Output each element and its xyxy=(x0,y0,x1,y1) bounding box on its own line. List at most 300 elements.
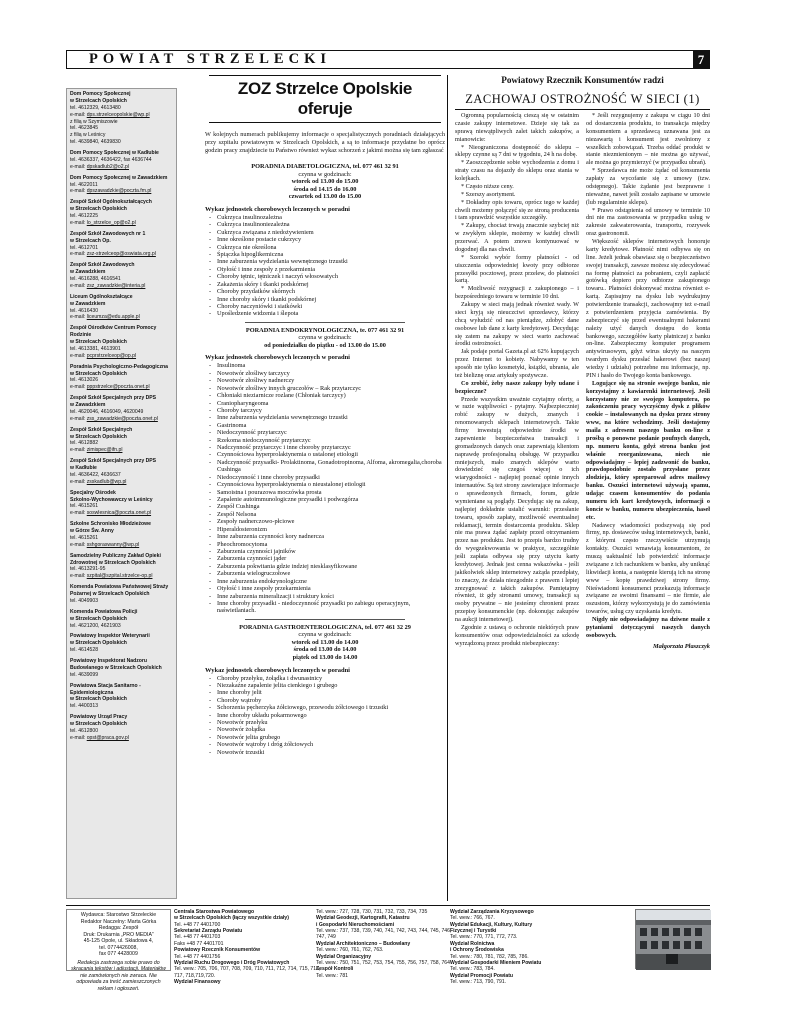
disease-item xyxy=(205,429,445,436)
list-dash: - xyxy=(209,444,212,452)
disease-item xyxy=(205,526,445,533)
department-name-text: Wydział Architektoniczno – Budowlany xyxy=(316,940,411,947)
institution-name: w Strzelcach Opolskich xyxy=(70,370,127,377)
article-paragraph: Zakupy w sieci mają jednak również wady. W sieci kryją się nieuczciwi sprzedawcy, którzy chcą wyłudzić od nas pieniądze, zdobyć dane osobowe lub dane z karty kredytowej. Decydując się zatem na zakupy w sieci warto zachować środki ostrożności. xyxy=(455,301,579,348)
institution-contact: tel. 4616288, 4616541 xyxy=(70,276,121,282)
disease-name: Choroby wątroby xyxy=(217,696,262,704)
institutions-sidebar xyxy=(66,88,177,899)
disease-name: Zakażenia skóry i tkanki podskórnej xyxy=(217,280,309,288)
sidebar-entry xyxy=(70,458,173,486)
imprint-line: Redagga: Zespół xyxy=(98,925,139,931)
list-dash: - xyxy=(209,599,212,607)
institution-name: Dom Pomocy Społecznej w Kadłubie xyxy=(70,150,159,156)
institution-name: Powiatowa Stacja Sanitarno - xyxy=(70,682,141,689)
institution-name: Szkolne Schronisko Młodzieżowe xyxy=(70,521,151,528)
article-paragraph: Przede wszystkim uważnie czytajmy oferty, a w razie wątpliwości - pytajmy. Najbezpieczniej robić zakupy w dużych, znanych i renomowanych sklepach internetowych. Takie firmy inwestują odpowiednie środki w zapewnienie bezpieczeństwa transakcji i gromadzonych danych oraz zapewniają klientom naprawdę profesjonalną obsługę. W przypadku mniejszych, mało znanych sklepów warto dowiedzieć się czegoś więcej o ich wiarygodności - najlepiej poznać opinie innych internautów. Są też strony zawierające informacje o sprawdzonych firmach, forum, gdzie wymieniane są poglądy. Decydując się na zakup, najlepiej dokładnie ustalić warunki: przesłanie towaru, sposób zapłaty, możliwość ewentualnej reklamacji, termin dostarczenia produktu. Sklep nie ma prawa żądać zapłaty przed otrzymaniem przez nas produktu. Jest to przepis bardzo trudny do wyegzekwowania w praktyce, szczególnie jeśli zapłata odbywa się przy użyciu karty kredytowej. Jednak jest cenna wskazówka - jeśli jakikolwiek sklep internetowy zażąda przedpłaty, to znaczy, że działa niezgodnie z prawem i lepiej zrezygnować z takich zakupów. Pamiętajmy również, iż gdy stronami umowy, transakcji są osoby prywatne – nie jesteśmy chronieni przez przepisy konsumenckie (np. dokonując zakupów na aukcji internetowej). xyxy=(455,395,579,623)
article-paragraph: * Dokładny opis towaru, oprócz tego w każdej chwili możemy połączyć się ze stroną producenta i tam sprawdzić wszystkie szczegóły. xyxy=(455,198,579,222)
section-divider xyxy=(245,619,405,620)
disease-name: Inne choroby jelit xyxy=(217,689,262,697)
disease-name: Nowotwór jelita grubego xyxy=(217,733,281,741)
disease-item xyxy=(205,281,445,288)
institution-name: w Strzelcach Opolskich xyxy=(70,721,127,727)
list-dash: - xyxy=(209,369,212,377)
disease-name: Zespoły nadnerczowo-płciowe xyxy=(217,518,295,526)
institution-name: w Zawadzkiem xyxy=(70,269,106,276)
disease-name: Otyłość i inne zespoły przekarmienia xyxy=(217,585,311,593)
institution-contact: e-mail: liceumza@edu.apple.pl xyxy=(70,314,140,321)
disease-item xyxy=(205,266,445,273)
list-dash: - xyxy=(209,496,212,504)
article-paragraph: Zgodnie z ustawą o ochronie niektórych praw konsumentów oraz odpowiedzialności za szkodę wyrządzoną przez produkt niebezpieczny: xyxy=(455,623,579,647)
disease-item xyxy=(205,229,445,236)
institution-contact: tel. 4616430 xyxy=(70,307,99,314)
institution-contact: tel. 4639099 xyxy=(70,671,99,678)
article-paragraph: * Sprzedawca nie może żądać od konsumenta zapłaty za wycofanie się z umowy (tzw. odstępnego). Takie żądanie jest bezprawne i nieważne, nawet jeśli zostało zapisane w umowie (lub regulaminie sklepu). xyxy=(586,167,710,206)
institution-contact: e-mail: zsz-strzelceop@oswiata.org.pl xyxy=(70,251,156,258)
department-name-text: Wydział Finansowy xyxy=(174,978,221,985)
clinic-hours-line: czynna w godzinach: xyxy=(298,334,352,342)
list-dash: - xyxy=(209,555,212,563)
institution-name: Szkolno-Wychowawczy w Leśnicy xyxy=(70,496,153,503)
disease-item xyxy=(205,600,445,615)
disease-name: Cukrzyca insulinozależna xyxy=(217,213,282,221)
list-dash: - xyxy=(209,414,212,422)
institution-contact: tel. 4636337, 4636422, fax 4636744 xyxy=(70,156,152,163)
list-dash: - xyxy=(209,577,212,585)
disease-item xyxy=(205,570,445,577)
department-phone: Tel. +48 77 4401700 xyxy=(174,921,221,928)
disease-item xyxy=(205,719,445,726)
disease-name: Inne zaburzenia wydzielania wewnętrznego trzustki xyxy=(217,258,348,266)
institution-name: Poradnia Psychologiczno-Pedagogiczna xyxy=(70,363,168,370)
list-dash: - xyxy=(209,451,212,459)
disease-item xyxy=(205,459,445,474)
disease-item xyxy=(205,741,445,748)
article-paragraph: * Możliwość rezygnacji z zakupionego – i bezpośredniego towaru w terminie 10 dni. xyxy=(455,285,579,301)
list-dash: - xyxy=(209,488,212,496)
email-address: szpital@szpital.strzelce-op.pl xyxy=(86,573,153,580)
clinic-hours-line: piątek od 13.00 do 14.00 xyxy=(292,653,358,661)
clinic-hours-line: od poniedziałku do piątku - od 13.00 do 15.00 xyxy=(264,341,386,349)
disease-name: Samoistna i pourazowa moczówka prosta xyxy=(217,488,322,496)
institution-name: Zdrowotnej w Strzelcach Opolskich xyxy=(70,559,156,566)
list-dash: - xyxy=(209,280,212,288)
consumer-article-column-b xyxy=(586,112,710,902)
building-photo xyxy=(635,909,710,969)
disease-name: Chłoniaki nieziarnicze rozlane (Chłoniak tarczycy) xyxy=(217,392,346,400)
disease-name: Inne choroby skóry i tkanki podskórnej xyxy=(217,295,317,303)
sidebar-entry xyxy=(70,294,173,322)
clinic-hours xyxy=(213,327,437,350)
article-paragraph: Co zrobić, żeby nasze zakupy były udane i bezpieczne? xyxy=(455,379,579,395)
disease-list-header: Wykaz jednostek chorobowych leczonych w poradni xyxy=(205,354,350,362)
list-dash: - xyxy=(209,236,212,244)
disease-name: Choroby naczyniówki i siatkówki xyxy=(217,302,303,310)
list-dash: - xyxy=(209,310,212,318)
list-dash: - xyxy=(209,681,212,689)
disease-item xyxy=(205,414,445,421)
disease-name: Niedoczynność i inne choroby przysadki xyxy=(217,473,320,481)
email-address: dpskadlub2@o2.pl xyxy=(86,163,129,170)
imprint-line: Druk: Drukarnia „PRO MEDIA” xyxy=(83,931,154,938)
disease-item xyxy=(205,585,445,592)
institution-contact: tel. 4622011 xyxy=(70,181,98,188)
disease-name: Nowotwór złośliwy innych gruczołów – Rak przytarczyc xyxy=(217,384,362,392)
department-name-text: i Ochrony Środowiska xyxy=(450,947,504,954)
list-dash: - xyxy=(209,510,212,518)
article-intro: W kolejnych numerach publikujemy informacje o specjalistycznych poradniach działających przy szpitalu powiatowym w Strzelcach Opolskich, a są to informacje przydatne bo oprócz godzin pracy znajdziecie tu Państwo również wykaz schorzeń z jakimi można się tam zgłaszać xyxy=(205,131,445,155)
list-dash: - xyxy=(209,473,212,481)
list-dash: - xyxy=(209,458,212,466)
article-signature: Małgorzata Płaszczyk xyxy=(653,642,710,650)
sidebar-entry xyxy=(70,609,173,630)
institution-contact: e-mail: zss_zawadzkie@poczta.onet.pl xyxy=(70,415,158,422)
disease-name: Nowotwór żołądka xyxy=(217,726,266,734)
article-paragraph: * Często niższe ceny. xyxy=(461,182,514,190)
disease-name: Choroby tętnic, tętniczek i naczyń włosowatych xyxy=(217,273,339,281)
list-dash: - xyxy=(209,221,212,229)
sidebar-entry xyxy=(70,199,173,227)
institution-contact: tel. 4612329, 4613480 xyxy=(70,104,121,111)
disease-item xyxy=(205,422,445,429)
clinic-hours xyxy=(213,624,437,662)
email-address: liceumza@edu.apple.pl xyxy=(86,314,140,321)
disease-item xyxy=(205,236,445,243)
department-name-text: Wydział Zarządzania Kryzysowego xyxy=(450,909,534,915)
disease-name: Hiperaldosteronizm xyxy=(217,525,268,533)
department-name-text: w Strzelcach Opolskich (łączy wszystkie działy) xyxy=(174,915,289,922)
article-paragraph: Logujące się na stronie swojego banku, nie korzystajmy z kawiarenki internetowej. Jeśli korzystamy nie ze swojego komputera, po zakończeniu pracy wyczyśćmy dysk z plików cookie – instalowanych na dysku przez strony www, na które wchodzimy. Jeśli dostajemy maila z adresem naszego banku on-line z prośbą o ponowne podanie poufnych danych, np. numeru konta, gdyż strona banku jest właśnie reorganizowana, niech nie odpowiadajmy – lepiej zadzwonić do banku, prawdopodobnie zostało przysłane przez złodzieja, który spreparował adres mailowy banku. Oszuści internetowi używają spamu, udając czasem konsumentów do podania numeru ich kart kredytowych, informacji o koncie w banku, numeru ubezpieczenia, haseł etc. xyxy=(586,379,710,521)
list-dash: - xyxy=(209,481,212,489)
sidebar-entry xyxy=(70,714,173,742)
institution-name: w Górze Św. Anny xyxy=(70,528,114,534)
list-dash: - xyxy=(209,265,212,273)
list-dash: - xyxy=(209,689,212,697)
list-dash: - xyxy=(209,250,212,258)
zoz-article xyxy=(205,75,445,903)
institution-name: Komenda Powiatowa Państwowej Straży xyxy=(70,584,169,591)
institution-contact: tel. 4400313 xyxy=(70,703,99,710)
department-name-text: Sekretariat Zarządu Powiatu xyxy=(174,928,243,935)
disease-item xyxy=(205,258,445,265)
institution-name: Powiatowy Inspektorat Nadzoru xyxy=(70,658,147,664)
list-dash: - xyxy=(209,711,212,719)
article-paragraph: * Szerszy asortyment. xyxy=(461,190,516,198)
list-dash: - xyxy=(209,295,212,303)
disease-item xyxy=(205,370,445,377)
page-header-title: POWIAT STRZELECKI xyxy=(89,51,331,67)
list-dash: - xyxy=(209,726,212,734)
institution-contact: z filią w Leśnicy xyxy=(70,132,106,139)
disease-name: Gastrinoma xyxy=(217,421,247,429)
article-paragraph: Nadawcy wiadomości podszywają się pod firmy, np. dostawców usług internetowych, banki, z którymi często rzeczywiście utrzymują kontakty. Oszuści wmawiają konsumentom, że muszą uaktualnić lub potwierdzić informacje związane z ich rachunkiem w banku, aby uniknąć likwidacji konta, a następnie kierują ich na stronę www – kopię prawdziwej strony firmy. Nieświadomi konsumenci przekazują informacje związane ze swoimi finansami – nie firmie, ale oszustom, którzy wykorzystują je do zamówienia towarów, usług czy uzyskania kredytu. xyxy=(586,521,710,616)
disease-item xyxy=(205,749,445,756)
disease-item xyxy=(205,704,445,711)
institution-name: w Strzelcach Opolskich xyxy=(70,339,127,345)
institution-contact: e-mail: zsz_zawadzkie@interia.pl xyxy=(70,282,146,289)
list-dash: - xyxy=(209,436,212,444)
list-dash: - xyxy=(209,384,212,392)
institution-name: Powiatowy Urząd Pracy xyxy=(70,714,128,721)
institution-contact: e-mail: dps.strzelceopolskie@wp.pl xyxy=(70,111,150,118)
institution-name: Zespół Szkół Zawodowych xyxy=(70,262,135,269)
disease-name: Zaburzenia wielogruczołowe xyxy=(217,570,291,578)
list-dash: - xyxy=(209,429,212,437)
disease-name: Inne zaburzenia wydzielania wewnętrznego trzustki xyxy=(217,414,348,422)
disease-item xyxy=(205,296,445,303)
disease-item xyxy=(205,400,445,407)
email-address: zsskadlub@wp.pl xyxy=(86,478,127,485)
department-name-text: i Gospodarki Nieruchomościami xyxy=(316,921,395,928)
institution-name: w Strzelcach Opolskich xyxy=(70,206,127,213)
disease-name: Schorzenia pęcherzyka żółciowego, przewodu żółciowego i trzustki xyxy=(217,704,389,712)
institution-contact: e-mail: opst@praca.gov.pl xyxy=(70,734,129,741)
disease-item xyxy=(205,533,445,540)
disease-item xyxy=(205,385,445,392)
consumer-article-kicker: Powiatowy Rzecznik Konsumentów radzi xyxy=(501,75,664,85)
institution-contact: tel. 4636422, 4636637 xyxy=(70,471,121,478)
disease-name: Choroby przydatków skórnych xyxy=(217,288,295,296)
institution-contact: tel. 4614528 xyxy=(70,647,99,654)
article-paragraph: * Zaoszczędzenie sobie wychodzenia z domu i straty czasu na dojazdy do sklepu oraz stania w kolejkach. xyxy=(455,159,579,182)
institution-name: Powiatowy Inspektor Weterynarii xyxy=(70,633,150,640)
sidebar-entry xyxy=(70,91,173,146)
disease-item xyxy=(205,310,445,317)
department-phone: Tel. wew.: 750, 751, 752, 753, 754, 755, 756, 757, 758, 764 xyxy=(316,959,450,966)
disease-item xyxy=(205,555,445,562)
imprint-box xyxy=(66,909,171,992)
directory-column xyxy=(450,909,565,985)
list-dash: - xyxy=(209,592,212,600)
disease-item xyxy=(205,675,445,682)
imprint-note: Redakcja zastrzega sobie prawo do skracania tekstów i adiustacji. Materiałów nie zamówionych nie zwraca. Nie odpowiada za treść zamieszczonych reklam i ogłoszeń. xyxy=(71,959,166,992)
email-address: pppstrzelce@poczta.onet.pl xyxy=(86,384,150,391)
list-dash: - xyxy=(209,674,212,682)
department-name-text: Wydział Gospodarki Mieniem Powiatu xyxy=(450,959,542,966)
disease-name: Rzekoma niedoczynność przytarczyc xyxy=(217,436,311,444)
disease-item xyxy=(205,511,445,518)
disease-name: Inne choroby przysadki - niedoczynność przysadki po zabiegu operacyjnym, naświetlaniach. xyxy=(217,599,411,615)
institution-contact: e-mail: soswlesnica@poczta.onet.pl xyxy=(70,510,152,517)
disease-name: Choroby tarczycy xyxy=(217,406,262,414)
article-paragraph: Nigdy nie odpowiadajmy na dziwne maile z pytaniami dotyczącymi naszych danych osobowych. xyxy=(586,616,710,639)
clinics-list xyxy=(205,163,445,756)
list-dash: - xyxy=(209,741,212,749)
list-dash: - xyxy=(209,392,212,400)
institution-contact: tel. 4612701 xyxy=(70,244,99,251)
imprint-line: tel. 0774426008, xyxy=(99,944,138,951)
disease-item xyxy=(205,697,445,704)
list-dash: - xyxy=(209,585,212,593)
list-dash: - xyxy=(209,228,212,236)
institution-name: w Strzelcach Opolskich xyxy=(70,433,127,440)
consumer-article-column-a xyxy=(455,112,579,902)
article-title: ZOZ Strzelce Opolskie oferuje xyxy=(209,75,441,123)
disease-name: Upośledzenie widzenia i ślepota xyxy=(217,310,299,318)
sidebar-entry xyxy=(70,584,173,605)
institution-name: w Strzelcach Opolskich xyxy=(70,640,127,647)
institution-contact: e-mail: dpszawadzkie@poczta.fm.pl xyxy=(70,188,152,195)
directory-column xyxy=(174,909,322,985)
disease-name: Śpiączka hipoglikemiczna xyxy=(217,250,284,258)
disease-item xyxy=(205,451,445,458)
disease-list-header: Wykaz jednostek chorobowych leczonych w poradni xyxy=(205,666,350,674)
email-address: sshgoraswanny@wp.pl xyxy=(86,541,140,548)
institution-name: w Kadłubie xyxy=(70,465,97,471)
institution-name: Liceum Ogólnokształcące xyxy=(70,293,133,300)
list-dash: - xyxy=(209,547,212,555)
article-paragraph: * Prawo odstąpienia od umowy w terminie 10 dni nie ma zastosowania w przypadku usług w zakresie zakwaterowania, transportu, rozrywek oraz gastronomii. xyxy=(586,206,710,238)
department-name-text: Wydział Ruchu Drogowego i Dróg Powiatowych xyxy=(174,959,290,966)
institution-contact: tel. 4623845 xyxy=(70,125,99,132)
disease-name: Zaburzenia czynności jąder xyxy=(217,555,287,563)
department-phone: Tel. wew.: 760, 761, 762, 763. xyxy=(316,947,384,954)
institution-contact: e-mail: szpital@szpital.strzelce-op.pl xyxy=(70,573,153,580)
list-dash: - xyxy=(209,748,212,756)
list-dash: - xyxy=(209,570,212,578)
disease-name: Nowotwór trzustki xyxy=(217,748,265,756)
disease-name: Insulinoma xyxy=(217,362,246,370)
department-name-text: Centrala Starostwa Powiatowego xyxy=(174,909,255,915)
disease-item xyxy=(205,481,445,488)
institution-contact: tel. 4639840, 4639830 xyxy=(70,139,121,146)
imprint-line: Wydawca: Starostwo Strzeleckie xyxy=(80,912,157,918)
institution-name: Zespół Szkół Specjalnych xyxy=(70,426,133,433)
institution-contact: e-mail: pcprstrzelceop@op.pl xyxy=(70,352,137,359)
article-paragraph: * Zakupy, chociaż trwają znacznie szybciej niż w zwykłym sklepie, możemy w każdej chwili przerwać. A potem znowu kontynuować w dogodnej dla nas chwili. xyxy=(455,222,579,253)
disease-name: Otyłość i inne zespoły z przekarmienia xyxy=(217,265,316,273)
disease-name: Pheochromocytoma xyxy=(217,540,268,548)
footer-strip xyxy=(66,905,710,992)
email-address: zss_zawadzkie@poczta.onet.pl xyxy=(86,415,158,422)
email-address: zsz_zawadzkie@interia.pl xyxy=(86,282,146,289)
institution-name: w Strzelcach Op. xyxy=(70,237,111,244)
disease-item xyxy=(205,593,445,600)
list-dash: - xyxy=(209,213,212,221)
disease-name: Nowotwór przełyku xyxy=(217,719,268,727)
sidebar-entry xyxy=(70,175,173,196)
department-name-text: Zespół Kontroli xyxy=(316,966,354,973)
department-name-text: Wydział Geodezji, Kartografii, Katastru xyxy=(316,915,410,922)
email-address: pcprstrzelceop@op.pl xyxy=(86,352,137,359)
list-dash: - xyxy=(209,406,212,414)
disease-item xyxy=(205,689,445,696)
institution-name: w Zawadzkiem xyxy=(70,300,106,307)
article-paragraph: * Jeśli rezygnujemy z zakupu w ciągu 10 dni od dostarczenia produktu, to transakcja między konsumentem a sprzedawcą uznawana jest za niezawartą i konsument jest zwolniony z wszelkich zobowiązań. Trzeba oddać produkt w stanie niezmienionym – nie można go używać, ale można go przymierzyć (w przypadku ubrań). xyxy=(586,112,710,167)
sidebar-entry xyxy=(70,633,173,654)
clinic-hours xyxy=(213,163,437,201)
list-dash: - xyxy=(209,362,212,370)
section-divider xyxy=(245,322,405,323)
imprint-line: Redaktor Naczelny: Marta Górka xyxy=(80,918,157,925)
sidebar-entry xyxy=(70,553,173,581)
disease-item xyxy=(205,518,445,525)
list-dash: - xyxy=(209,503,212,511)
department-phone: Tel. wew.: 770, 771, 772, 773. xyxy=(450,934,518,941)
department-phone: Tel. wew.: 713, 790, 791. xyxy=(450,978,507,985)
institution-contact: z filią w Szymiszowie xyxy=(70,118,118,125)
email-address: dps.strzelceopolskie@wp.pl xyxy=(86,111,150,118)
disease-name: Zaburzenia pokwitania gdzie indziej niesklasyfikowane xyxy=(217,562,358,570)
disease-name: Czynnościowa hyperprolaktynemia o nieustalonej etiologii xyxy=(217,481,366,489)
institution-contact: tel. 4613291-95 xyxy=(70,566,106,573)
department-name-text: Wydział Edukacji, Kultury, Kultury xyxy=(450,921,533,928)
list-dash: - xyxy=(209,288,212,296)
clinic-hours-line: czynna w godzinach: xyxy=(298,631,352,639)
list-dash: - xyxy=(209,258,212,266)
email-address: dpszawadzkie@poczta.fm.pl xyxy=(86,188,152,195)
sidebar-entry xyxy=(70,150,173,171)
institution-contact: e-mail: pppstrzelce@poczta.onet.pl xyxy=(70,384,150,391)
institution-name: Zespół Szkół Zawodowych nr 1 xyxy=(70,230,146,237)
disease-item xyxy=(205,214,445,221)
list-dash: - xyxy=(209,733,212,741)
disease-item xyxy=(205,734,445,741)
clinic-name: PORADNIA GASTROENTEROLOGICZNA, tel. 077 461 32 29 xyxy=(239,623,411,631)
disease-name: Niedoczynność przytarczyc xyxy=(217,429,287,437)
disease-item xyxy=(205,726,445,733)
imprint-line: 45-125 Opole, ul. Składowa 4, xyxy=(83,938,154,944)
list-dash: - xyxy=(209,704,212,712)
disease-name: Inne zaburzenia endokrynologiczne xyxy=(217,577,307,585)
sidebar-entry xyxy=(70,395,173,423)
sidebar-entry xyxy=(70,262,173,290)
institution-name: Epidemiologiczna xyxy=(70,689,114,696)
sidebar-entry xyxy=(70,364,173,392)
disease-item xyxy=(205,362,445,369)
department-phone: Tel. wew.: 737, 738, 739, 740, 741, 742, 743, 744, 745, 746, 747, 749 xyxy=(316,928,452,941)
disease-name: Czynnościowa hyperprolaktynemia o ustalonej etiologii xyxy=(217,451,358,459)
disease-item xyxy=(205,407,445,414)
disease-name: Nadczynność przysadki- Prolaktinoma, Gonadotropinoma, Alfoma, akromegalia,choroba Cushinga xyxy=(217,458,442,474)
department-name-text: Powiatowy Rzecznik Konsumentów xyxy=(174,947,261,954)
institution-contact: tel. 4615261 xyxy=(70,503,99,510)
institution-name: Zespół Ośrodków Centrum Pomocy Rodzinie xyxy=(70,325,157,339)
disease-item xyxy=(205,221,445,228)
disease-name: Cukrzyca związana z niedożywieniem xyxy=(217,228,314,236)
disease-item xyxy=(205,444,445,451)
institution-name: w Strzelcach Opolskich xyxy=(70,97,127,104)
article-paragraph: Ogromną popularnością cieszą się w ostatnim czasie zakupy internetowe. Dzieje się tak za sprawą niewątpliwych zalet takich zakupów, a mianowicie: xyxy=(455,112,579,143)
clinic-hours-line: wtorek od 13.00 do 15.00 xyxy=(291,178,359,186)
disease-item xyxy=(205,682,445,689)
clinic-hours-line: czynna w godzinach: xyxy=(298,170,352,178)
sidebar-entry xyxy=(70,658,173,679)
list-dash: - xyxy=(209,540,212,548)
institution-name: Zespół Szkół Specjalnych przy DPS xyxy=(70,395,157,402)
disease-item xyxy=(205,303,445,310)
list-dash: - xyxy=(209,533,212,541)
department-phone: Faks +48 77 4401701 xyxy=(174,940,224,947)
article-paragraph: * Szeroki wybór formy płatności - od uiszczenia odpowiedniej kwoty przy odbiorze przesyłki pocztowej, przez przelew, do płatności kartą. xyxy=(455,253,579,285)
department-name xyxy=(174,979,322,985)
institution-contact: e-mail: zimispec@ifn.pl xyxy=(70,447,123,454)
disease-item xyxy=(205,474,445,481)
email-address: zsz-strzelceop@oswiata.org.pl xyxy=(86,251,156,258)
department-phone: Tel. wew.: 783, 784. xyxy=(450,966,495,973)
disease-name: Nadczynność przytarczyc i inne choroby przytarczyc xyxy=(217,444,351,452)
institution-name: Dom Pomocy Społecznej xyxy=(70,91,131,97)
disease-item xyxy=(205,712,445,719)
list-dash: - xyxy=(209,696,212,704)
institution-name: Dom Pomocy Społecznej w Zawadzkiem xyxy=(70,174,168,181)
department-phone: Tel. wew.: 766, 767. xyxy=(450,915,495,922)
institution-contact: tel. 4615261 xyxy=(70,534,99,541)
disease-item xyxy=(205,251,445,258)
institution-name: w Strzelcach Opolskich xyxy=(70,615,127,622)
institution-contact: tel. 4612800 xyxy=(70,727,99,734)
imprint-line: fax 077 4428009 xyxy=(99,951,138,957)
